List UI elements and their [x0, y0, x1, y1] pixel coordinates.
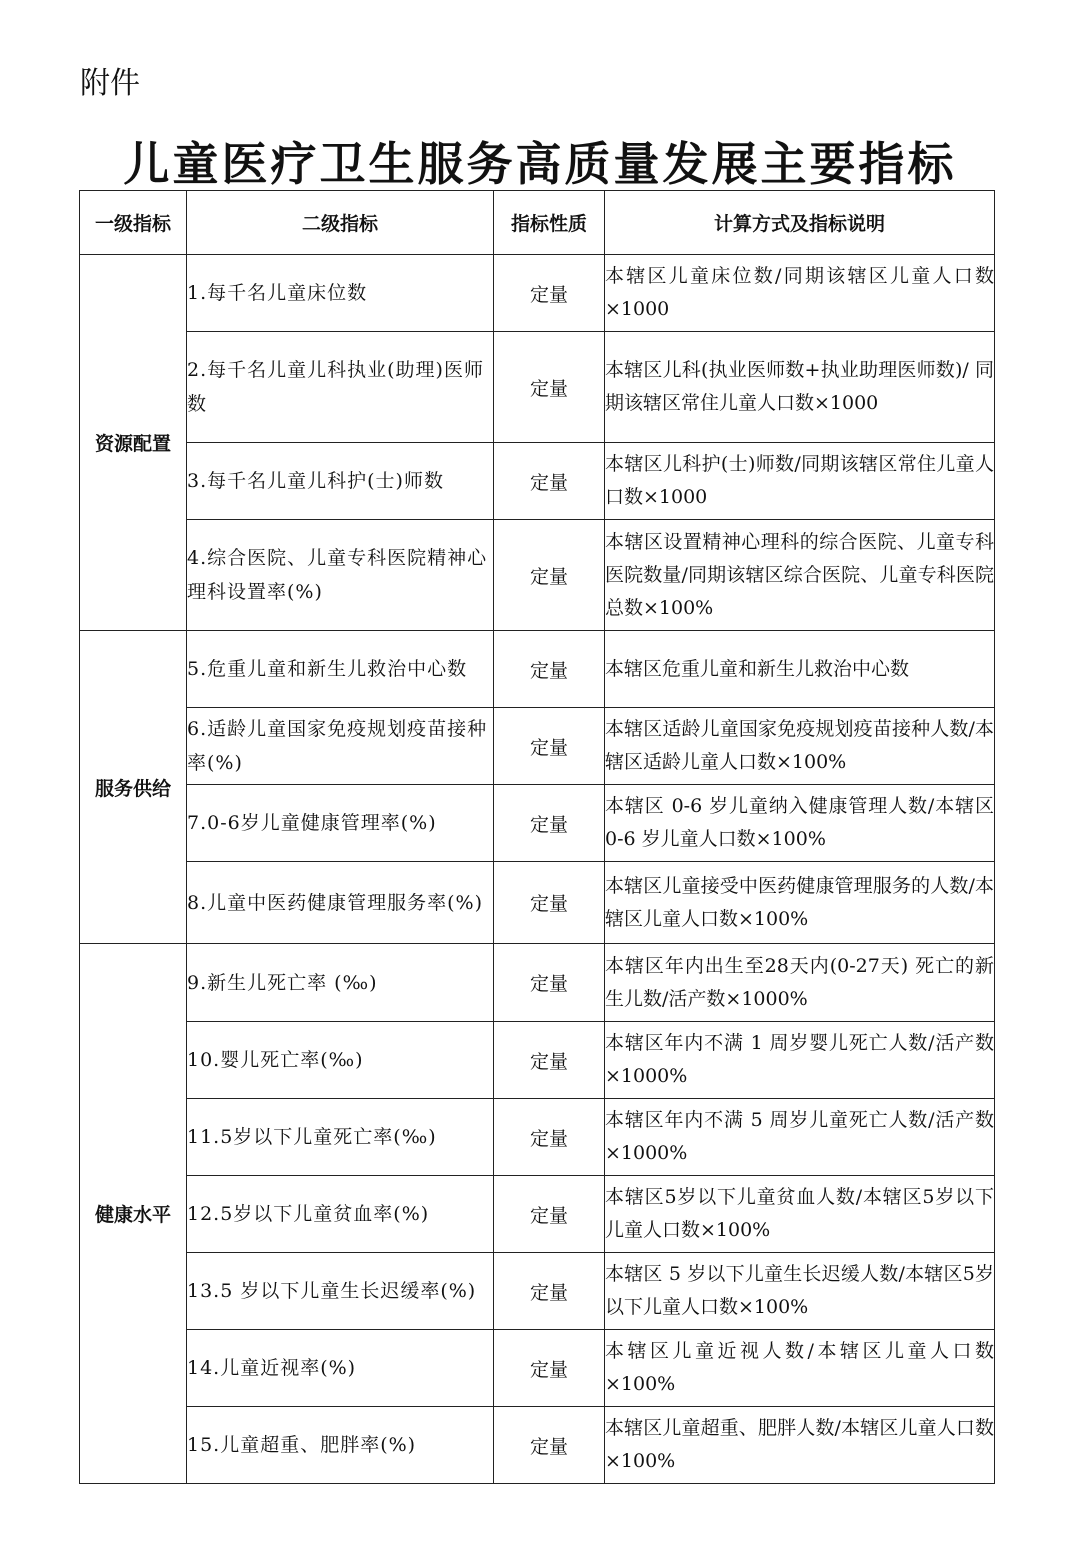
indicator-cell: 4.综合医院、儿童专科医院精神心理科设置率(%) — [187, 520, 494, 631]
indicator-cell: 6.适龄儿童国家免疫规划疫苗接种率(%) — [187, 708, 494, 785]
header-nature: 指标性质 — [494, 191, 605, 255]
nature-cell: 定量 — [494, 1099, 605, 1176]
indicator-cell: 9.新生儿死亡率 (‰) — [187, 944, 494, 1022]
indicator-cell: 10.婴儿死亡率(‰) — [187, 1022, 494, 1099]
indicator-cell: 2.每千名儿童儿科执业(助理)医师数 — [187, 332, 494, 443]
table-row — [80, 1022, 995, 1099]
table-row — [80, 631, 995, 708]
method-cell: 本辖区儿童床位数/同期该辖区儿童人口数×1000 — [605, 255, 995, 332]
indicator-table — [79, 190, 995, 1484]
table-row — [80, 1176, 995, 1253]
method-cell: 本辖区年内不满 5 周岁儿童死亡人数/活产数×1000% — [605, 1099, 995, 1176]
nature-cell: 定量 — [494, 1330, 605, 1407]
group-label: 资源配置 — [80, 255, 187, 631]
nature-cell: 定量 — [494, 708, 605, 785]
method-cell: 本辖区适龄儿童国家免疫规划疫苗接种人数/本辖区适龄儿童人口数×100% — [605, 708, 995, 785]
nature-cell: 定量 — [494, 785, 605, 862]
method-cell: 本辖区儿童近视人数/本辖区儿童人口数×100% — [605, 1330, 995, 1407]
table-row — [80, 255, 995, 332]
nature-cell: 定量 — [494, 862, 605, 944]
header-row — [80, 191, 995, 255]
table-row — [80, 1253, 995, 1330]
indicator-cell: 8.儿童中医药健康管理服务率(%) — [187, 862, 494, 944]
group-label: 健康水平 — [80, 944, 187, 1484]
method-cell: 本辖区儿童接受中医药健康管理服务的人数/本辖区儿童人口数×100% — [605, 862, 995, 944]
method-cell: 本辖区设置精神心理科的综合医院、儿童专科医院数量/同期该辖区综合医院、儿童专科医院总数×100% — [605, 520, 995, 631]
nature-cell: 定量 — [494, 1407, 605, 1484]
table-row — [80, 862, 995, 944]
table-row — [80, 708, 995, 785]
table-row — [80, 520, 995, 631]
group-label: 服务供给 — [80, 631, 187, 944]
nature-cell: 定量 — [494, 255, 605, 332]
table-row — [80, 1407, 995, 1484]
header-method: 计算方式及指标说明 — [605, 191, 995, 255]
page-title: 儿童医疗卫生服务高质量发展主要指标 — [123, 137, 957, 191]
header-level1: 一级指标 — [80, 191, 187, 255]
nature-cell: 定量 — [494, 1022, 605, 1099]
method-cell: 本辖区儿科(执业医师数+执业助理医师数)/ 同期该辖区常住儿童人口数×1000 — [605, 332, 995, 443]
table-row — [80, 443, 995, 520]
nature-cell: 定量 — [494, 631, 605, 708]
nature-cell: 定量 — [494, 332, 605, 443]
method-cell: 本辖区5岁以下儿童贫血人数/本辖区5岁以下儿童人口数×100% — [605, 1176, 995, 1253]
method-cell: 本辖区 5 岁以下儿童生长迟缓人数/本辖区5岁以下儿童人口数×100% — [605, 1253, 995, 1330]
indicator-cell: 12.5岁以下儿童贫血率(%) — [187, 1176, 494, 1253]
indicator-cell: 5.危重儿童和新生儿救治中心数 — [187, 631, 494, 708]
indicator-cell: 1.每千名儿童床位数 — [187, 255, 494, 332]
nature-cell: 定量 — [494, 944, 605, 1022]
table-row — [80, 332, 995, 443]
indicator-cell: 11.5岁以下儿童死亡率(‰) — [187, 1099, 494, 1176]
method-cell: 本辖区年内出生至28天内(0-27天) 死亡的新生儿数/活产数×1000% — [605, 944, 995, 1022]
method-cell: 本辖区儿童超重、肥胖人数/本辖区儿童人口数×100% — [605, 1407, 995, 1484]
indicator-cell: 14.儿童近视率(%) — [187, 1330, 494, 1407]
table-row — [80, 1330, 995, 1407]
indicator-cell: 15.儿童超重、肥胖率(%) — [187, 1407, 494, 1484]
nature-cell: 定量 — [494, 1176, 605, 1253]
indicator-cell: 7.0-6岁儿童健康管理率(%) — [187, 785, 494, 862]
nature-cell: 定量 — [494, 520, 605, 631]
nature-cell: 定量 — [494, 1253, 605, 1330]
method-cell: 本辖区 0-6 岁儿童纳入健康管理人数/本辖区 0-6 岁儿童人口数×100% — [605, 785, 995, 862]
method-cell: 本辖区年内不满 1 周岁婴儿死亡人数/活产数×1000% — [605, 1022, 995, 1099]
table-row — [80, 944, 995, 1022]
attachment-label: 附件 — [80, 66, 140, 101]
indicator-cell: 13.5 岁以下儿童生长迟缓率(%) — [187, 1253, 494, 1330]
method-cell: 本辖区儿科护(士)师数/同期该辖区常住儿童人口数×1000 — [605, 443, 995, 520]
method-cell: 本辖区危重儿童和新生儿救治中心数 — [605, 631, 995, 708]
nature-cell: 定量 — [494, 443, 605, 520]
indicator-cell: 3.每千名儿童儿科护(士)师数 — [187, 443, 494, 520]
table-row — [80, 1099, 995, 1176]
table-row — [80, 785, 995, 862]
header-level2: 二级指标 — [187, 191, 494, 255]
